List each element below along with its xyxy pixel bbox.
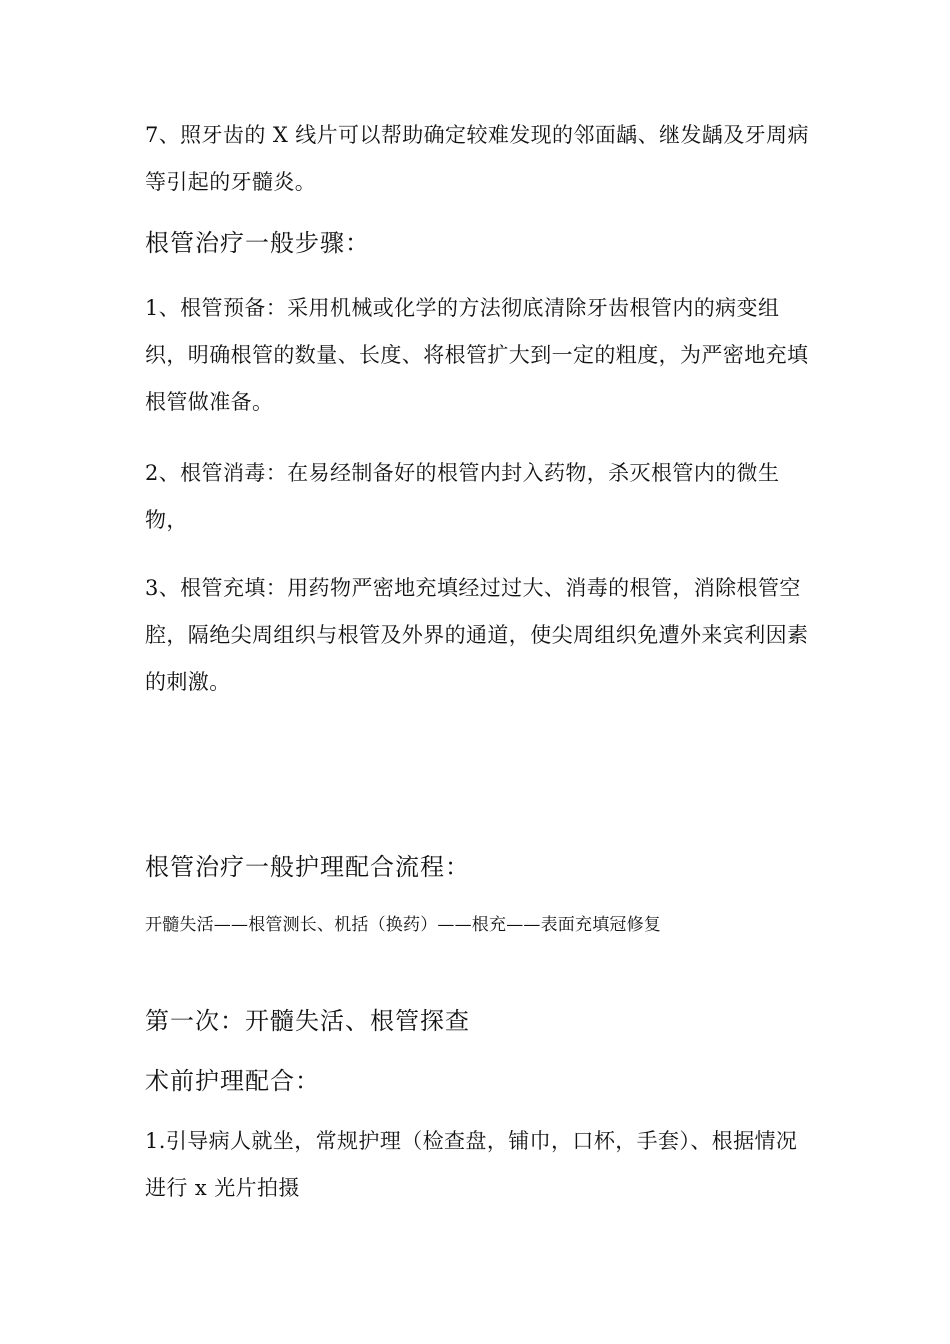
heading-nursing-flow: 根管治疗一般护理配合流程： [145, 853, 470, 881]
flow-sequence-line: 开髓失活——根管测长、机括（换药）——根充——表面充填冠修复 [145, 915, 661, 935]
paragraph-step-3-filling: 3、根管充填：用药物严密地充填经过过大、消毒的根管，消除根管空腔，隔绝尖周组织与根管及外界的通道，使尖周组织免遭外来宾利因素的刺激。 [145, 576, 809, 694]
paragraph-step-1-preparation: 1、根管预备：采用机械或化学的方法彻底清除牙齿根管内的病变组织，明确根管的数量、长度、将根管扩大到一定的粗度，为严密地充填根管做准备。 [145, 296, 809, 414]
heading-treatment-steps: 根管治疗一般步骤： [145, 229, 370, 257]
paragraph-preop-item-1: 1.引导病人就坐，常规护理（检查盘，铺巾，口杯，手套）、根据情况进行 x 光片拍摄 [145, 1129, 798, 1200]
heading-preop-nursing: 术前护理配合： [145, 1067, 320, 1095]
paragraph-xray-note: 7、照牙齿的 X 线片可以帮助确定较难发现的邻面龋、继发龋及牙周病等引起的牙髓炎。 [145, 123, 809, 194]
heading-first-visit: 第一次：开髓失活、根管探查 [145, 1007, 470, 1035]
paragraph-step-2-disinfection: 2、根管消毒：在易经制备好的根管内封入药物，杀灭根管内的微生物， [145, 461, 780, 532]
